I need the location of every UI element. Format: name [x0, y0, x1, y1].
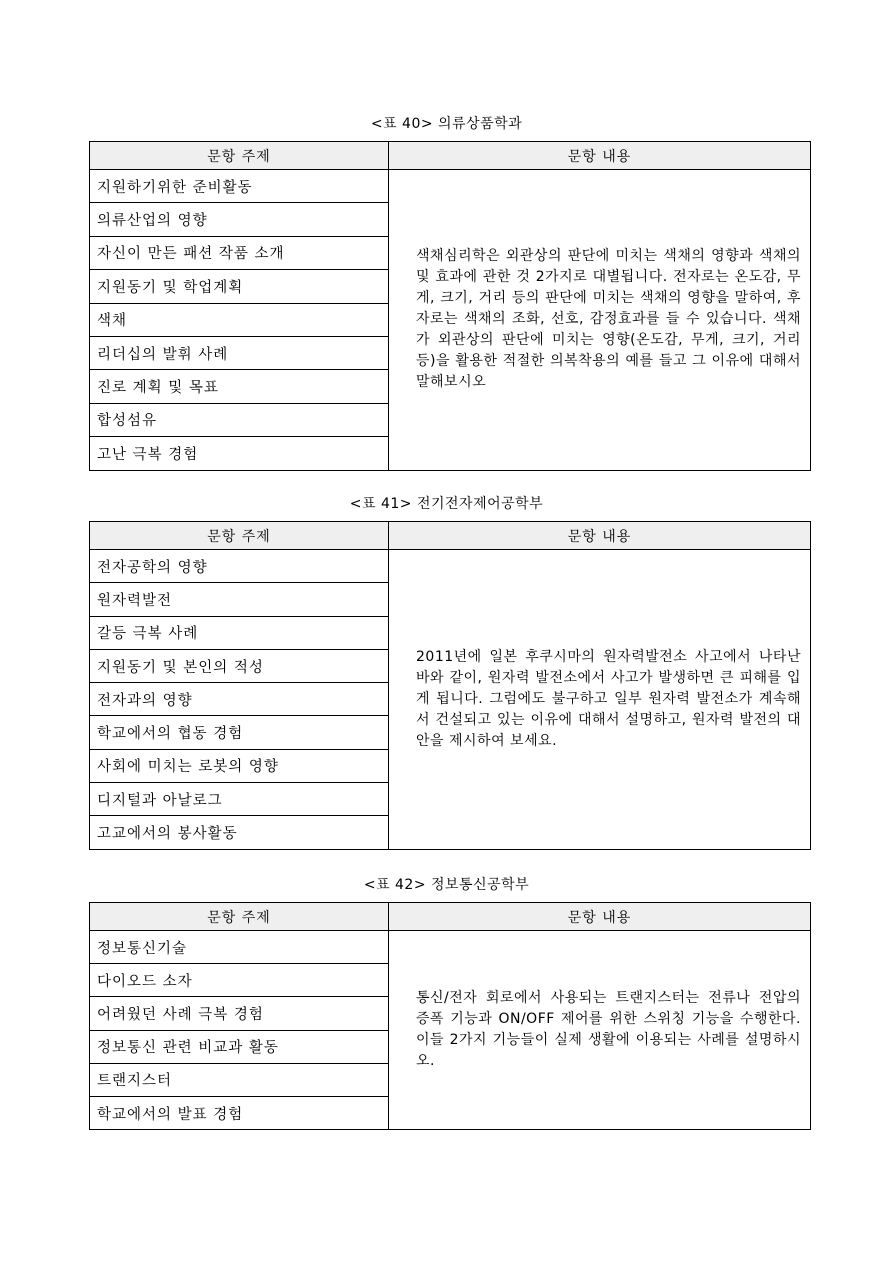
topic-cell: 지원하기위한 준비활동	[90, 170, 389, 203]
topic-cell: 자신이 만든 패션 작품 소개	[90, 236, 389, 269]
topic-cell: 전자공학의 영향	[90, 550, 389, 583]
table-row	[90, 170, 811, 203]
topic-cell: 트랜지스터	[90, 1063, 389, 1096]
table-row	[90, 550, 811, 583]
topic-cell: 학교에서의 협동 경험	[90, 716, 389, 749]
question-table	[89, 902, 811, 1130]
topic-cell: 지원동기 및 본인의 적성	[90, 649, 389, 682]
content-cell: 2011년에 일본 후쿠시마의 원자력발전소 사고에서 나타난 바와 같이, 원자력 발전소에서 사고가 발생하면 큰 피해를 입게 됩니다. 그럼에도 불구하고 일부 원자력 발전소가 계속해서 건설되고 있는 이유에 대해서 설명하고, 원자력 발전의 대안을 제시하여 보세요.	[389, 550, 811, 850]
table-row	[90, 931, 811, 964]
topic-cell: 사회에 미치는 로봇의 영향	[90, 749, 389, 782]
topic-cell: 디지털과 아날로그	[90, 783, 389, 816]
topic-cell: 지원동기 및 학업계획	[90, 270, 389, 303]
topic-cell: 고교에서의 봉사활동	[90, 816, 389, 849]
topic-cell: 합성섬유	[90, 403, 389, 436]
question-table	[89, 141, 811, 471]
header-content: 문항 내용	[389, 142, 811, 170]
table-header-row	[90, 142, 811, 170]
table-caption: <표 40> 의류상품학과	[370, 116, 523, 132]
topic-cell: 다이오드 소자	[90, 964, 389, 997]
header-content: 문항 내용	[389, 903, 811, 931]
topic-cell: 학교에서의 발표 경험	[90, 1096, 389, 1129]
table-caption: <표 42> 정보통신공학부	[363, 877, 530, 893]
table-header-row	[90, 903, 811, 931]
content-cell: 색채심리학은 외관상의 판단에 미치는 색채의 영향과 색채의 및 효과에 관한 것 2가지로 대별됩니다. 전자로는 온도감, 무게, 크기, 거리 등의 판단에 미치는 색채의 영향을 말하여, 후자로는 색채의 조화, 선호, 감정효과를 들 수 있습니다. 색채가 외관상의 판단에 미치는 영향(온도감, 무게, 크기, 거리 등)을 활용한 적절한 의복착용의 예를 들고 그 이유에 대해서 말해보시오	[389, 170, 811, 471]
table-header-row	[90, 522, 811, 550]
header-topic: 문항 주제	[90, 142, 389, 170]
topic-cell: 정보통신기술	[90, 931, 389, 964]
content-cell: 통신/전자 회로에서 사용되는 트랜지스터는 전류나 전압의 증폭 기능과 ON/OFF 제어를 위한 스위칭 기능을 수행한다. 이들 2가지 기능들이 실제 생활에 이용되는 사례를 설명하시오.	[389, 931, 811, 1130]
header-topic: 문항 주제	[90, 522, 389, 550]
question-table	[89, 521, 811, 850]
topic-cell: 진로 계획 및 목표	[90, 370, 389, 403]
topic-cell: 의류산업의 영향	[90, 203, 389, 236]
topic-cell: 전자과의 영향	[90, 683, 389, 716]
header-topic: 문항 주제	[90, 903, 389, 931]
topic-cell: 색채	[90, 303, 389, 336]
topic-cell: 정보통신 관련 비교과 활동	[90, 1030, 389, 1063]
table-caption: <표 41> 전기전자제어공학부	[349, 496, 544, 512]
topic-cell: 어려웠던 사례 극복 경험	[90, 997, 389, 1030]
topic-cell: 갈등 극복 사례	[90, 616, 389, 649]
topic-cell: 고난 극복 경험	[90, 437, 389, 470]
topic-cell: 원자력발전	[90, 583, 389, 616]
topic-cell: 리더십의 발휘 사례	[90, 336, 389, 369]
header-content: 문항 내용	[389, 522, 811, 550]
